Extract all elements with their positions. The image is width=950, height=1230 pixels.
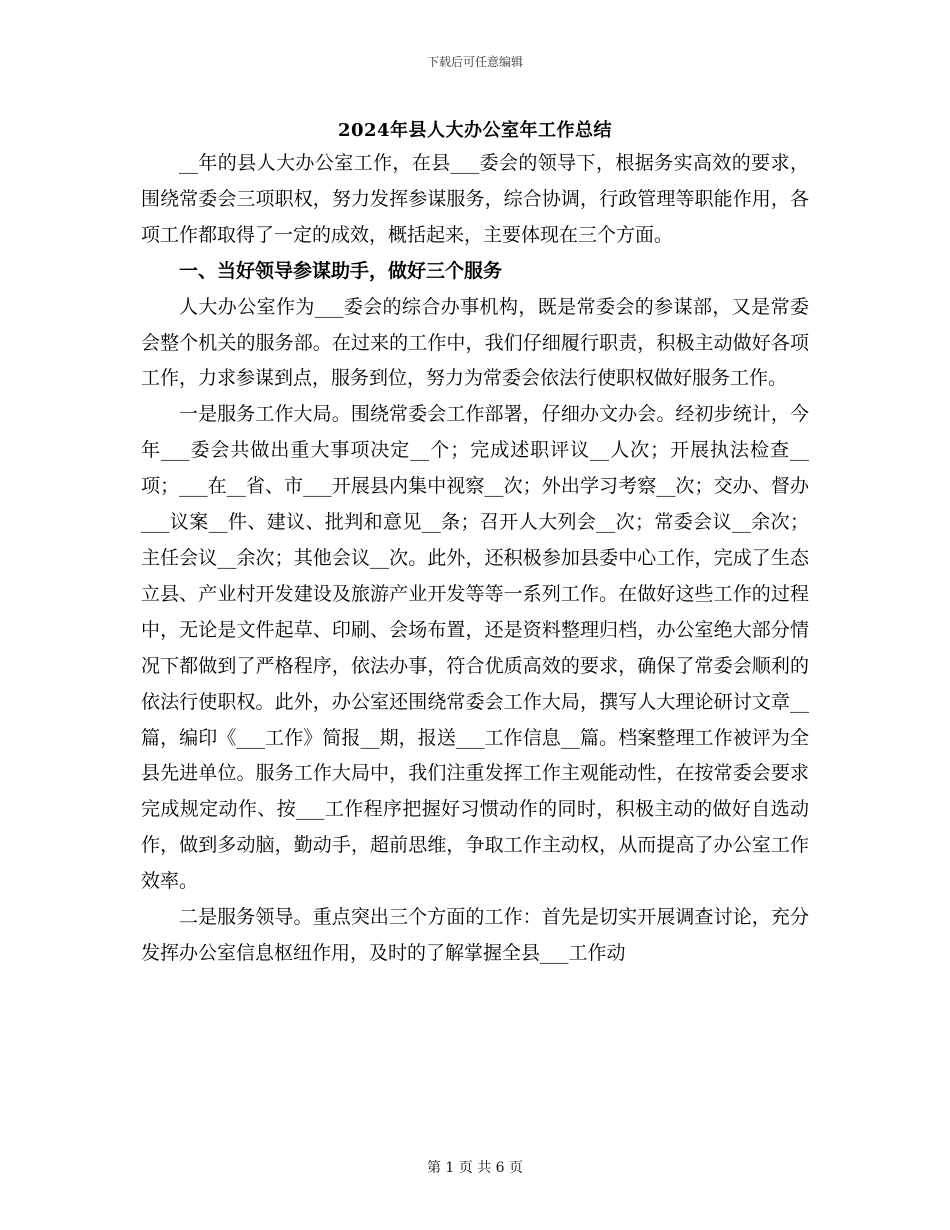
page-number-footer: 第 1 页 共 6 页 [426, 1160, 524, 1176]
body-paragraph: 人大办公室作为___委会的综合办事机构，既是常委会的参谋部，又是常委会整个机关的服务部。在过来的工作中，我们仔细履行职责，积极主动做好各项工作，力求参谋到点，服务到位，努力为常委会依法行使职权做好服务工作。 [141, 295, 809, 390]
document-body [141, 146, 809, 972]
header-note: 下载后可任意编辑 [426, 55, 523, 69]
body-paragraph: 一是服务工作大局。围绕常委会工作部署，仔细办文办会。经初步统计，今年___委会共做出重大事项决定__个；完成述职评议__人次；开展执法检查__项；___在__省、市___开展县内集中视察__次；外出学习考察__次；交办、督办___议案__件、建议、批判和意见__条；召开人大列会__次；常委会议__余次；主任会议__余次；其他会议__次。此外，还积极参加县委中心工作，完成了生态立县、产业村开发建设及旅游产业开发等等一系列工作。在做好这些工作的过程中，无论是文件起草、印刷、会场布置，还是资料整理归档，办公室绝大部分情况下都做到了严格程序，依法办事，符合优质高效的要求，确保了常委会顺利的依法行使职权。此外，办公室还围绕常委会工作大局，撰写人大理论研讨文章__篇，编印《___工作》简报__期，报送___工作信息__篇。档案整理工作被评为全县先进单位。服务工作大局中，我们注重发挥工作主观能动性，在按常委会要求完成规定动作、按___工作程序把握好习惯动作的同时，积极主动的做好自选动作，做到多动脑，勤动手，超前思维，争取工作主动权，从而提高了办公室工作效率。 [141, 403, 809, 893]
intro-paragraph: __年的县人大办公室工作，在县___委会的领导下，根据务实高效的要求，围绕常委会三项职权，努力发挥参谋服务，综合协调，行政管理等职能作用，各项工作都取得了一定的成效，概括起来，主要体现在三个方面。 [141, 152, 809, 246]
document-title: 2024年县人大办公室年工作总结 [337, 120, 613, 141]
body-paragraph: 二是服务领导。重点突出三个方面的工作：首先是切实开展调查讨论，充分发挥办公室信息枢纽作用，及时的了解掌握全县___工作动 [141, 906, 809, 964]
section-heading-1: 一、当好领导参谋助手，做好三个服务 [179, 259, 503, 282]
